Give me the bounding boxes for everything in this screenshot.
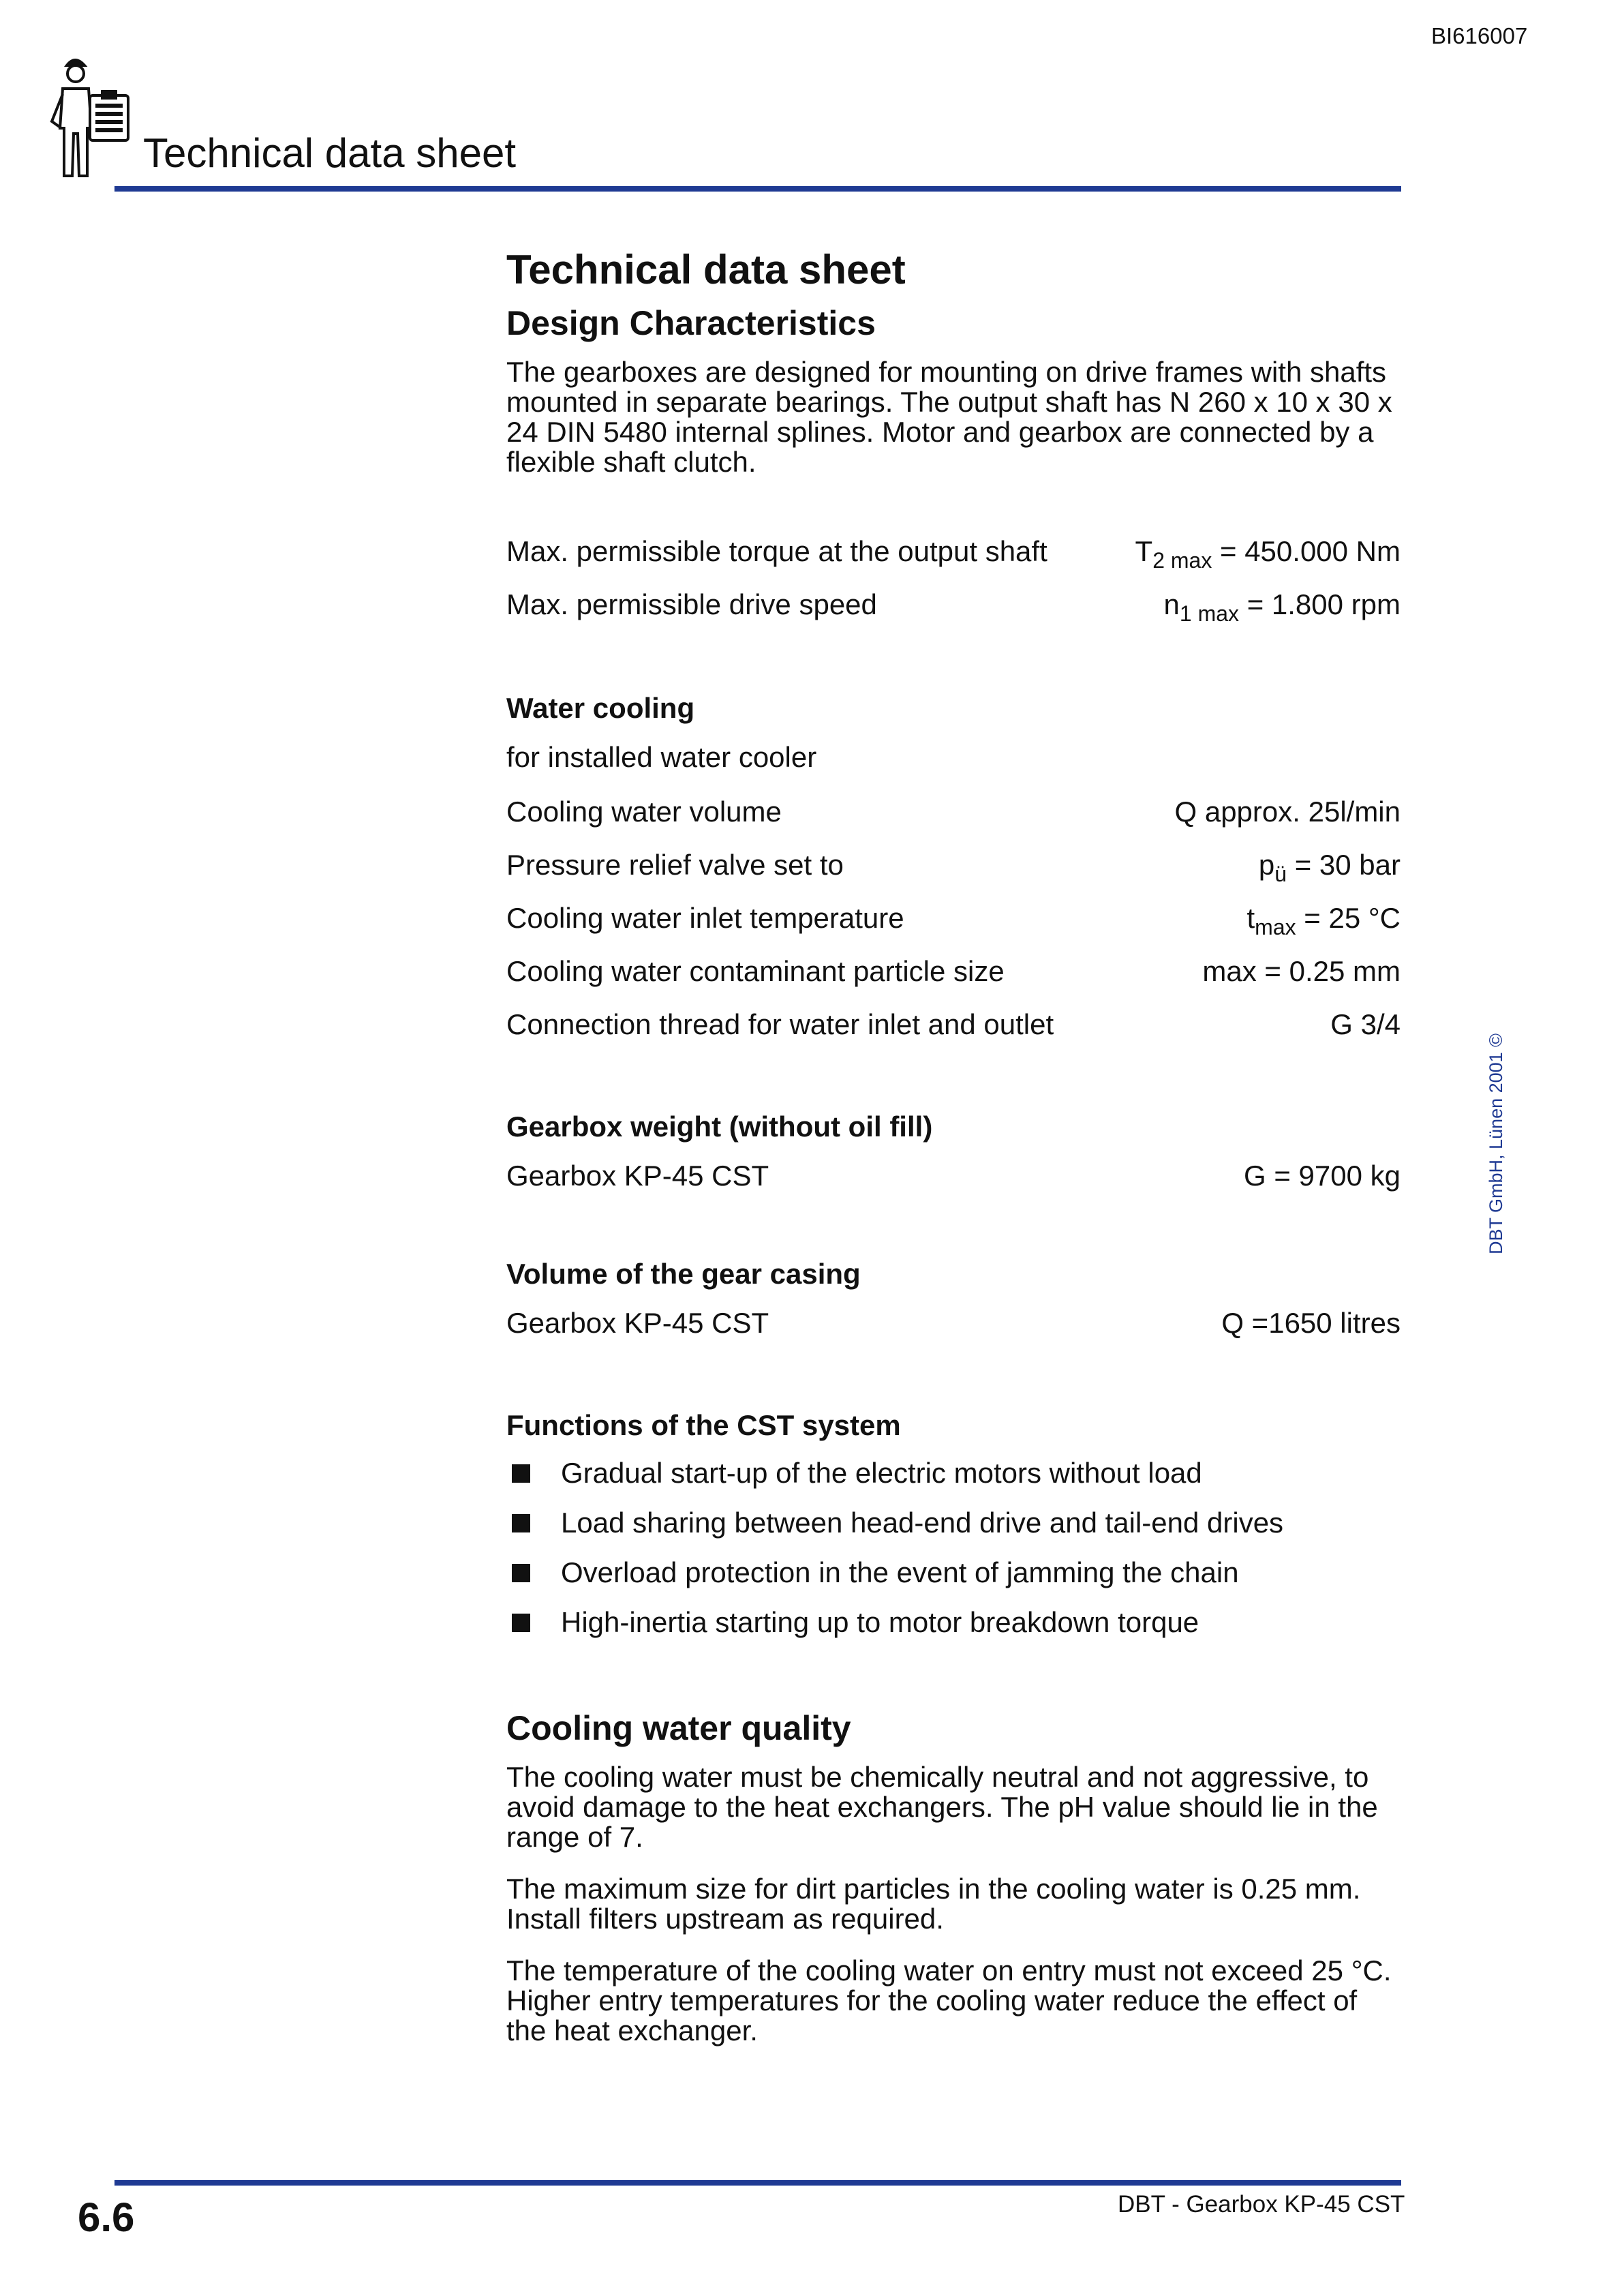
water-cooling-title: Water cooling bbox=[506, 692, 695, 724]
water-row: Cooling water volume Q approx. 25l/min bbox=[506, 796, 1401, 828]
list-item: Gradual start-up of the electric motors without load bbox=[506, 1457, 1401, 1507]
spec-row: Max. permissible torque at the output shaft $T_{2 max} = 450.000$ Nm bbox=[506, 535, 1401, 573]
functions-list bbox=[506, 1457, 1401, 1656]
water-cooling-subtitle: for installed water cooler bbox=[506, 741, 817, 773]
water-row: Cooling water contaminant particle size max = 0.25 mm bbox=[506, 955, 1401, 987]
quality-heading: Cooling water quality bbox=[506, 1709, 851, 1747]
quality-paragraph: The maximum size for dirt particles in the cooling water is 0.25 mm. Install filters upstream as required. bbox=[506, 1873, 1361, 1935]
spec-row: Max. permissible drive speed $n_{1 max} = 1.800$ rpm bbox=[506, 588, 1401, 626]
technician-icon bbox=[48, 53, 136, 183]
quality-paragraph: The cooling water must be chemically neutral and not aggressive, to avoid damage to the heat exchangers. The pH value should lie in the range of 7. bbox=[506, 1761, 1378, 1853]
document-id: BI616007 bbox=[1431, 23, 1528, 48]
weight-title: Gearbox weight (without oil fill) bbox=[506, 1111, 933, 1143]
water-row: Cooling water inlet temperature $t_{max} = 25$ °C bbox=[506, 902, 1401, 939]
bullet-square-icon bbox=[512, 1564, 530, 1582]
bullet-square-icon bbox=[512, 1464, 530, 1483]
bullet-square-icon bbox=[512, 1614, 530, 1632]
list-item: Load sharing between head-end drive and tail-end drives bbox=[506, 1507, 1401, 1556]
quality-paragraph: The temperature of the cooling water on entry must not exceed 25 °C. Higher entry temperatures for the cooling water reduce the effect of the heat exchanger. bbox=[506, 1954, 1392, 2046]
weight-row: Gearbox KP-45 CST G = 9700 kg bbox=[506, 1160, 1401, 1192]
header-rule bbox=[114, 186, 1401, 192]
volume-row: Gearbox KP-45 CST Q =1650 litres bbox=[506, 1307, 1401, 1339]
list-item: High-inertia starting up to motor breakdown torque bbox=[506, 1606, 1401, 1656]
water-row: Connection thread for water inlet and outlet G 3/4 bbox=[506, 1008, 1401, 1040]
footer-rule bbox=[114, 2180, 1401, 2186]
footer-text: DBT - Gearbox KP-45 CST bbox=[1118, 2191, 1405, 2218]
list-item: Overload protection in the event of jamming the chain bbox=[506, 1556, 1401, 1606]
water-row: Pressure relief valve set to $p_ü = 30$ bar bbox=[506, 849, 1401, 886]
header-title: Technical data sheet bbox=[143, 130, 517, 176]
design-text: The gearboxes are designed for mounting on drive frames with shafts mounted in separate bearings. The output shaft has N 260 x 10 x 30 x 24 DIN 5480 internal splines. Motor and gearbox are connected by a flexible shaft clutch. bbox=[506, 356, 1392, 478]
copyright-note: DBT GmbH, Lünen 2001 © bbox=[1486, 1033, 1506, 1254]
functions-title: Functions of the CST system bbox=[506, 1409, 901, 1441]
volume-title: Volume of the gear casing bbox=[506, 1258, 861, 1290]
design-heading: Design Characteristics bbox=[506, 304, 876, 342]
main-content bbox=[506, 245, 1401, 2046]
bullet-square-icon bbox=[512, 1514, 530, 1532]
page-number: 6.6 bbox=[78, 2194, 135, 2240]
page-title: Technical data sheet bbox=[506, 247, 906, 292]
